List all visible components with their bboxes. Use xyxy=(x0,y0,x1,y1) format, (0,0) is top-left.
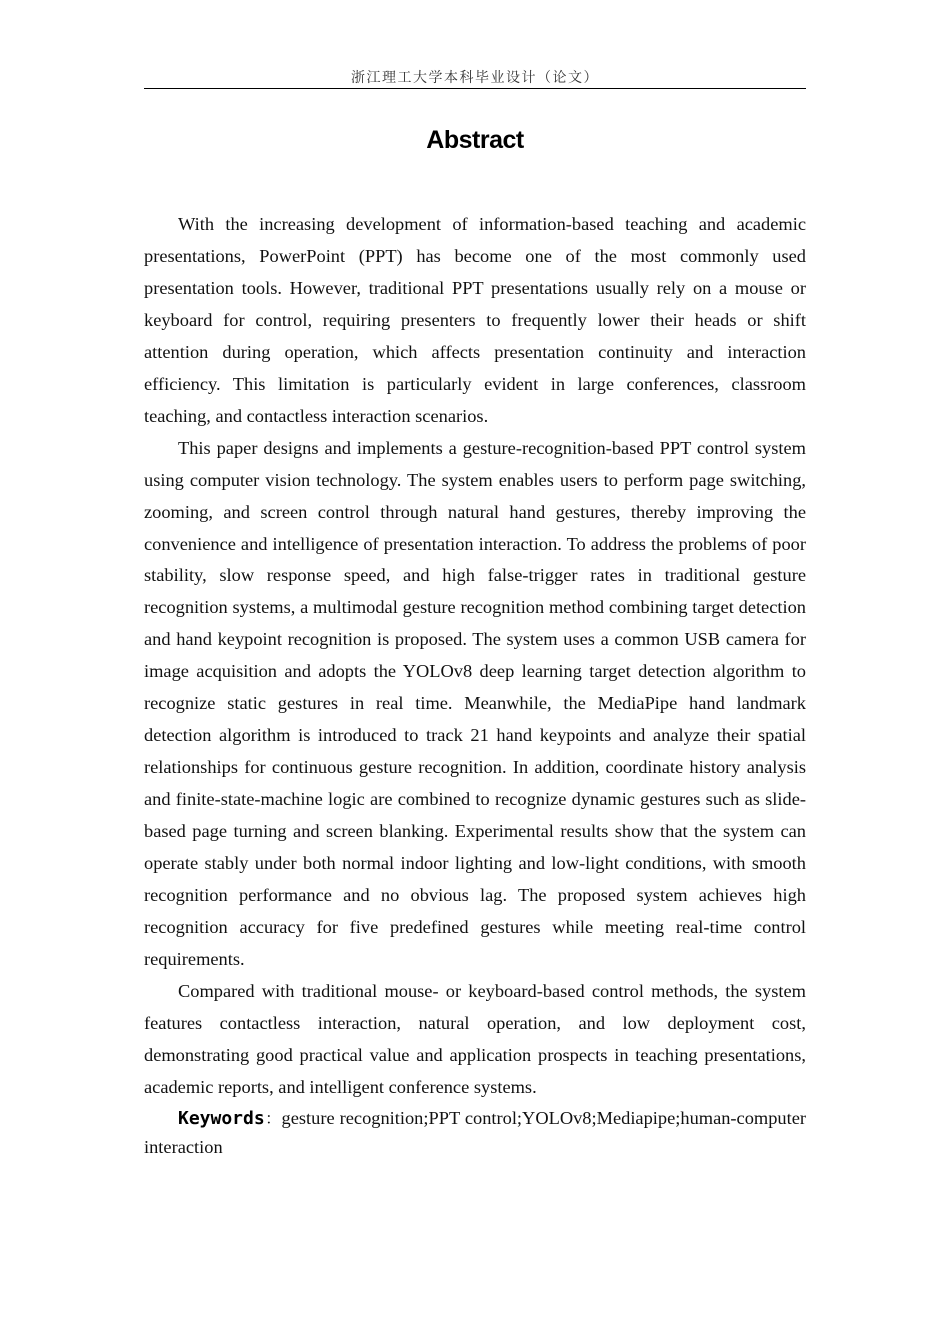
keywords-line xyxy=(144,1104,806,1162)
keywords-separator: ： xyxy=(264,1108,282,1128)
abstract-paragraph-2: This paper designs and implements a gesture-recognition-based PPT control system using computer vision technology. The system enables users to perform page switching, zooming, and screen control through natural hand gestures, thereby improving the convenience and intelligence of presentation interaction. To address the problems of poor stability, slow response speed, and high false-trigger rates in traditional gesture recognition systems, a multimodal gesture recognition method combining target detection and hand keypoint recognition is proposed. The system uses a common USB camera for image acquisition and adopts the YOLOv8 deep learning target detection algorithm to recognize static gestures in real time. Meanwhile, the MediaPipe hand landmark detection algorithm is introduced to track 21 hand keypoints and analyze their spatial relationships for continuous gesture recognition. In addition, coordinate history analysis and finite-state-machine logic are combined to recognize dynamic gestures such as slide-based page turning and screen blanking. Experimental results show that the system can operate stably under both normal indoor lighting and low-light conditions, with smooth recognition performance and no obvious lag. The proposed system achieves high recognition accuracy for five predefined gestures while meeting real-time control requirements. xyxy=(144,437,806,969)
keywords-label: Keywords xyxy=(178,1107,265,1129)
keywords-list: gesture recognition;PPT control;YOLOv8;Mediapipe;human-computer interaction xyxy=(144,1107,806,1157)
abstract-body xyxy=(144,209,806,1162)
abstract-paragraph-3: Compared with traditional mouse- or keyboard-based control methods, the system features contactless interaction, natural operation, and low deployment cost, demonstrating good practical value and application prospects in teaching presentations, academic reports, and intelligent conference systems. xyxy=(144,980,806,1097)
abstract-title: Abstract xyxy=(426,126,524,154)
header-rule xyxy=(144,88,806,89)
abstract-paragraph-1: With the increasing development of information-based teaching and academic presentations, PowerPoint (PPT) has become one of the most commonly used presentation tools. However, traditional PPT presentations usually rely on a mouse or keyboard for control, requiring presenters to frequently lower their heads or shift attention during operation, which affects presentation continuity and interaction efficiency. This limitation is particularly evident in large conferences, classroom teaching, and contactless interaction scenarios. xyxy=(144,214,806,426)
running-header: 浙江理工大学本科毕业设计（论文） xyxy=(351,70,599,86)
